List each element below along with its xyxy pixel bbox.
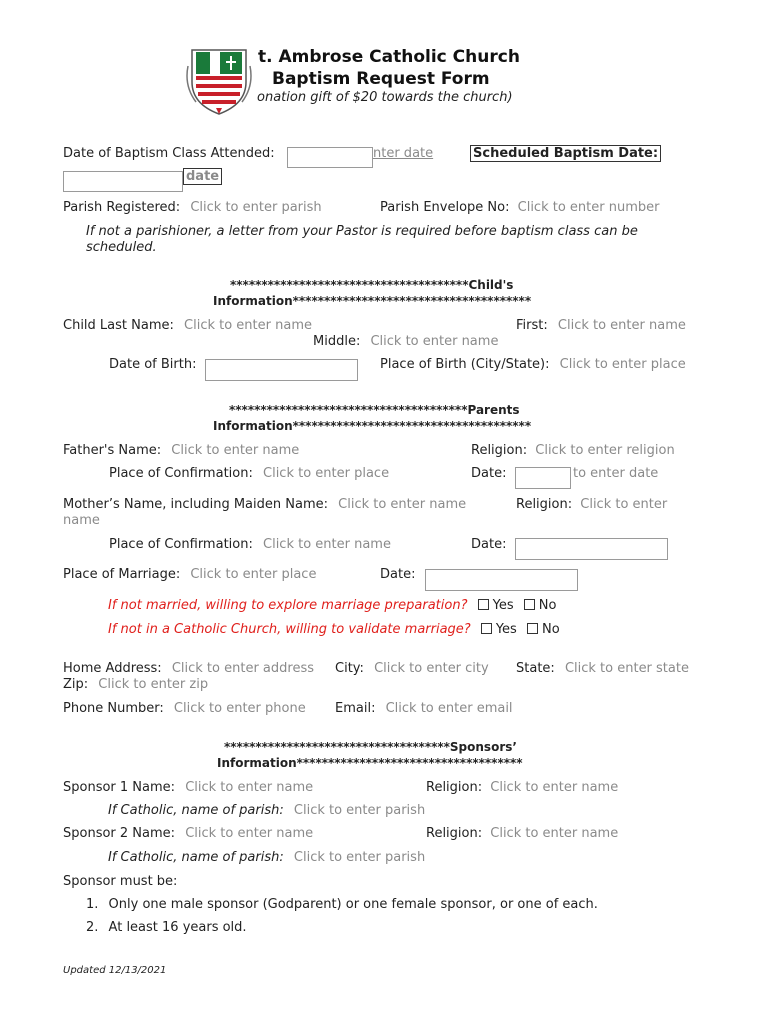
state-input[interactable]: Click to enter state xyxy=(564,661,689,676)
sponsor1-parish-label: If Catholic, name of parish: xyxy=(108,803,284,818)
validate-marriage-question-text: If not in a Catholic Church, willing to validate marriage? xyxy=(108,622,471,637)
child-middle-name-label: Middle: xyxy=(313,334,361,349)
updated-date: Updated 12/13/2021 xyxy=(63,965,167,976)
sponsor2-parish-label: If Catholic, name of parish: xyxy=(108,850,284,865)
zip-label: Zip: xyxy=(63,677,89,692)
sponsor1-name-row xyxy=(63,780,313,795)
mother-name-row xyxy=(63,497,466,512)
child-first-name-label: First: xyxy=(516,318,548,333)
form-subtitle: onation gift of $20 towards the church) xyxy=(257,90,513,105)
phone-row xyxy=(63,701,306,716)
sponsor2-religion-input[interactable]: Click to enter name xyxy=(490,826,619,841)
sponsor2-name-row xyxy=(63,826,313,841)
home-address-input[interactable]: Click to enter address xyxy=(171,661,315,676)
city-row xyxy=(335,661,489,676)
parish-registered-label: Parish Registered: xyxy=(63,200,181,215)
marriage-prep-no-label: No xyxy=(538,598,557,613)
father-name-label: Father's Name: xyxy=(63,443,162,458)
father-date-field[interactable] xyxy=(515,467,571,489)
marriage-place-input[interactable]: Click to enter place xyxy=(190,567,317,582)
father-name-input[interactable]: Click to enter name xyxy=(171,443,300,458)
father-religion-input[interactable]: Click to enter religion xyxy=(535,443,675,458)
sponsor2-parish-input[interactable]: Click to enter parish xyxy=(293,850,426,865)
child-dob-field[interactable] xyxy=(205,359,358,381)
scheduled-baptism-label: Scheduled Baptism Date: xyxy=(470,145,661,162)
sponsor2-name-label: Sponsor 2 Name: xyxy=(63,826,176,841)
marriage-date-label: Date: xyxy=(380,567,416,582)
child-section-heading-2: Information************************************** xyxy=(213,294,532,308)
child-last-name-input[interactable]: Click to enter name xyxy=(184,318,312,333)
sponsor1-religion-row xyxy=(426,780,618,795)
marriage-prep-yes-checkbox[interactable] xyxy=(478,599,489,610)
parish-envelope-row xyxy=(380,200,659,215)
baptism-class-label: Date of Baptism Class Attended: xyxy=(63,146,275,161)
mother-confirmation-row xyxy=(109,537,391,552)
phone-input[interactable]: Click to enter phone xyxy=(173,701,306,716)
city-label: City: xyxy=(335,661,364,676)
mother-confirmation-label: Place of Confirmation: xyxy=(109,537,253,552)
mother-religion-row xyxy=(516,497,667,512)
scheduled-baptism-date-field[interactable] xyxy=(63,171,183,192)
marriage-prep-question xyxy=(108,598,556,613)
father-religion-label: Religion: xyxy=(471,443,528,458)
father-confirmation-input[interactable]: Click to enter place xyxy=(263,466,390,481)
marriage-prep-no-checkbox[interactable] xyxy=(524,599,535,610)
child-section-heading-1: **************************************Child's xyxy=(230,278,514,292)
parish-registered-row xyxy=(63,200,322,215)
parish-envelope-input[interactable]: Click to enter number xyxy=(517,200,660,215)
marriage-place-row xyxy=(63,567,316,582)
child-first-name-row xyxy=(516,318,686,333)
sponsor1-religion-input[interactable]: Click to enter name xyxy=(490,780,619,795)
mother-name-input[interactable]: Click to enter name xyxy=(338,497,467,512)
father-confirmation-row xyxy=(109,466,389,481)
baptism-class-date-placeholder[interactable]: nter date xyxy=(373,146,434,161)
validate-marriage-question xyxy=(108,622,560,637)
sponsor-rule-2-text: At least 16 years old. xyxy=(108,920,247,935)
child-last-name-label: Child Last Name: xyxy=(63,318,174,333)
email-input[interactable]: Click to enter email xyxy=(385,701,513,716)
sponsors-section-heading-2: Information************************************ xyxy=(217,756,523,770)
marriage-prep-yes-label: Yes xyxy=(492,598,514,613)
parish-note-line1: If not a parishioner, a letter from your Pastor is required before baptism class can be xyxy=(86,224,638,239)
parish-envelope-label: Parish Envelope No: xyxy=(380,200,510,215)
validate-marriage-yes-checkbox[interactable] xyxy=(481,623,492,634)
city-input[interactable]: Click to enter city xyxy=(374,661,489,676)
sponsor2-parish-row xyxy=(108,850,425,865)
mother-name-input-wrap[interactable]: name xyxy=(63,513,100,528)
father-religion-row xyxy=(471,443,675,458)
home-address-row xyxy=(63,661,314,676)
validate-marriage-no-checkbox[interactable] xyxy=(527,623,538,634)
mother-religion-label: Religion: xyxy=(516,497,573,512)
validate-marriage-yes-label: Yes xyxy=(495,622,517,637)
email-row xyxy=(335,701,513,716)
father-confirmation-label: Place of Confirmation: xyxy=(109,466,253,481)
mother-confirmation-input[interactable]: Click to enter name xyxy=(263,537,391,552)
father-name-row xyxy=(63,443,299,458)
baptism-class-date-field[interactable] xyxy=(287,147,373,168)
parish-registered-input[interactable]: Click to enter parish xyxy=(190,200,322,215)
father-date-placeholder[interactable]: to enter date xyxy=(573,466,659,481)
zip-input[interactable]: Click to enter zip xyxy=(98,677,209,692)
validate-marriage-no-label: No xyxy=(541,622,560,637)
child-pob-label: Place of Birth (City/State): xyxy=(380,357,550,372)
sponsor1-name-label: Sponsor 1 Name: xyxy=(63,780,176,795)
parish-note-line2: scheduled. xyxy=(86,240,157,255)
sponsor2-religion-label: Religion: xyxy=(426,826,483,841)
child-middle-name-input[interactable]: Click to enter name xyxy=(370,334,499,349)
sponsor2-name-input[interactable]: Click to enter name xyxy=(185,826,314,841)
marriage-place-label: Place of Marriage: xyxy=(63,567,181,582)
state-row xyxy=(516,661,689,676)
sponsor-rule-1-text: Only one male sponsor (Godparent) or one female sponsor, or one of each. xyxy=(108,897,598,912)
sponsor1-parish-row xyxy=(108,803,425,818)
marriage-prep-question-text: If not married, willing to explore marriage preparation? xyxy=(108,598,468,613)
child-middle-name-row xyxy=(313,334,498,349)
mother-date-field[interactable] xyxy=(515,538,668,560)
child-pob-input[interactable]: Click to enter place xyxy=(559,357,686,372)
parents-section-heading-1: **************************************Parents xyxy=(229,403,520,417)
state-label: State: xyxy=(516,661,555,676)
home-address-label: Home Address: xyxy=(63,661,162,676)
zip-row xyxy=(63,677,208,692)
form-title: Baptism Request Form xyxy=(272,69,490,89)
mother-name-label: Mother’s Name, including Maiden Name: xyxy=(63,497,328,512)
scheduled-baptism-date-placeholder[interactable]: date xyxy=(183,168,222,185)
sponsor-rule-2 xyxy=(86,920,247,935)
sponsor-rule-1-number: 1. xyxy=(86,897,99,912)
father-date-label: Date: xyxy=(471,466,507,481)
sponsor-rule-2-number: 2. xyxy=(86,920,99,935)
child-first-name-input[interactable]: Click to enter name xyxy=(557,318,686,333)
mother-date-label: Date: xyxy=(471,537,507,552)
sponsor2-religion-row xyxy=(426,826,618,841)
child-dob-label: Date of Birth: xyxy=(109,357,197,372)
child-pob-row xyxy=(380,357,686,372)
parents-section-heading-2: Information************************************** xyxy=(213,419,532,433)
form-title-church: t. Ambrose Catholic Church xyxy=(258,47,520,67)
phone-label: Phone Number: xyxy=(63,701,164,716)
sponsor-rule-1 xyxy=(86,897,598,912)
sponsor1-religion-label: Religion: xyxy=(426,780,483,795)
sponsor1-name-input[interactable]: Click to enter name xyxy=(185,780,314,795)
sponsor-must-be: Sponsor must be: xyxy=(63,874,178,889)
child-last-name-row xyxy=(63,318,312,333)
sponsors-section-heading-1: ************************************Sponsors’ xyxy=(224,740,517,754)
marriage-date-field[interactable] xyxy=(425,569,578,591)
church-logo xyxy=(186,46,252,116)
email-label: Email: xyxy=(335,701,376,716)
sponsor1-parish-input[interactable]: Click to enter parish xyxy=(293,803,426,818)
mother-religion-input[interactable]: Click to enter xyxy=(580,497,668,512)
